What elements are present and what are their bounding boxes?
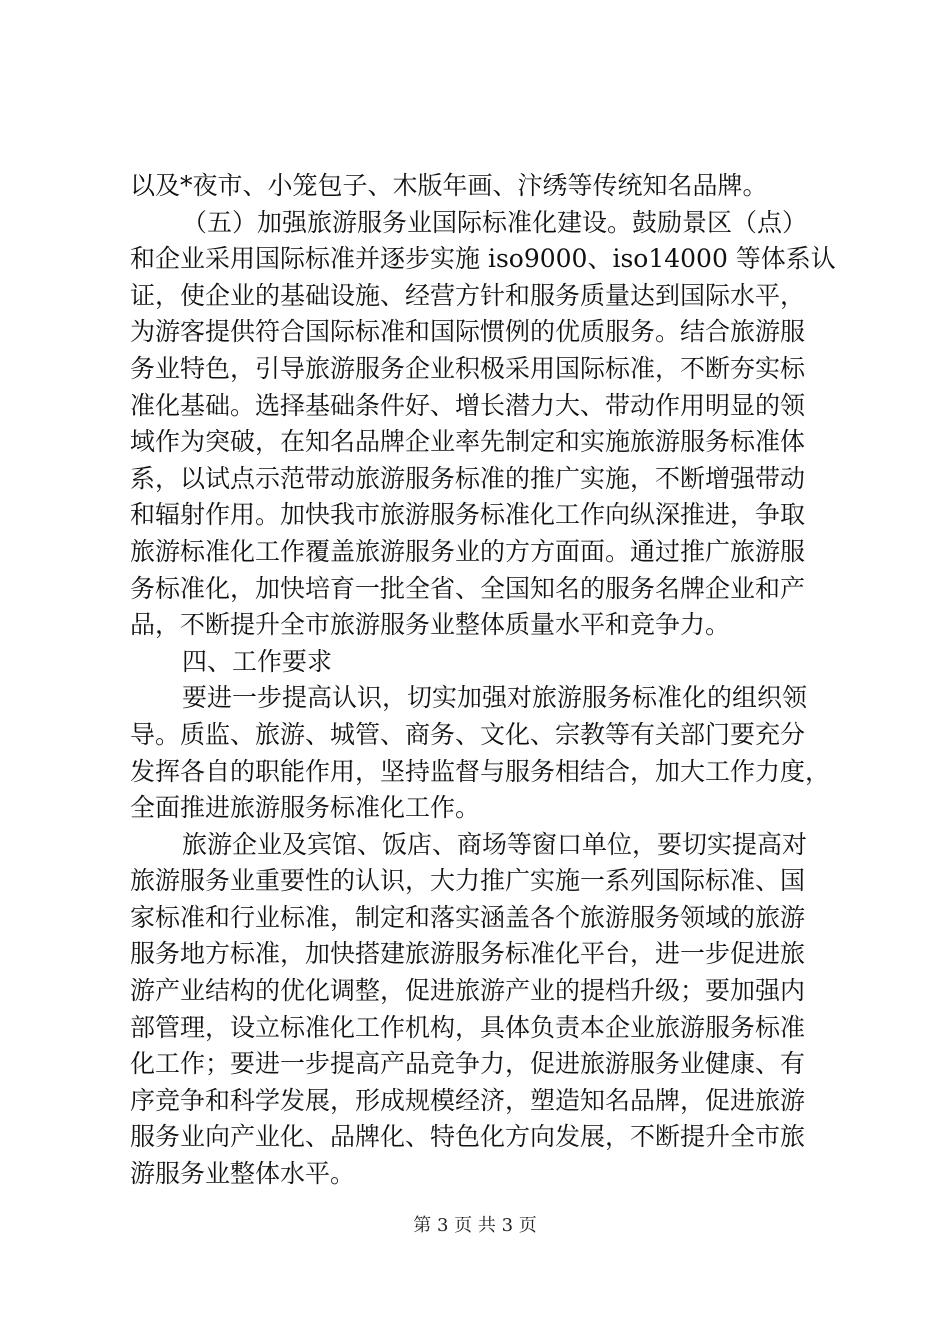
- text-line: 准化基础。选择基础条件好、增长潜力大、带动作用明显的领: [130, 390, 806, 420]
- document-body: [130, 168, 836, 1193]
- text-line: 品，不断提升全市旅游服务业整体质量水平和竞争力。: [130, 610, 731, 640]
- text-line: 要进一步提高认识，切实加强对旅游服务标准化的组织领: [182, 683, 808, 713]
- text-line: 服务业向产业化、品牌化、特色化方向发展，不断提升全市旅: [130, 1122, 806, 1152]
- text-line: 为游客提供符合国际标准和国际惯例的优质服务。结合旅游服: [130, 317, 806, 347]
- text-line: 发挥各自的职能作用，坚持监督与服务相结合，加大工作力度，: [130, 756, 831, 786]
- text-line: 序竞争和科学发展，形成规模经济，塑造知名品牌，促进旅游: [130, 1085, 806, 1115]
- text-line: 旅游企业及宾馆、饭店、商场等窗口单位，要切实提高对: [182, 829, 808, 859]
- text-line-section-heading: （五）加强旅游服务业国际标准化建设。鼓励景区（点）: [182, 207, 808, 237]
- text-line: 务标准化，加快培育一批全省、全国知名的服务名牌企业和产: [130, 573, 806, 603]
- text-line: 游服务业整体水平。: [130, 1159, 356, 1189]
- text-line: 域作为突破，在知名品牌企业率先制定和实施旅游服务标准体: [130, 427, 806, 457]
- text-line: 导。质监、旅游、城管、商务、文化、宗教等有关部门要充分: [130, 719, 806, 749]
- text-line: 系，以试点示范带动旅游服务标准的推广实施，不断增强带动: [130, 463, 806, 493]
- text-line: 化工作；要进一步提高产品竞争力，促进旅游服务业健康、有: [130, 1049, 806, 1079]
- text-line: 证，使企业的基础设施、经营方针和服务质量达到国际水平，: [130, 280, 806, 310]
- section-heading: 四、工作要求: [182, 646, 333, 676]
- text-line: 和企业采用国际标准并逐步实施 iso9000、iso14000 等体系认: [130, 244, 836, 274]
- text-line: 全面推进旅游服务标准化工作。: [130, 793, 481, 823]
- text-line: 以及*夜市、小笼包子、木版年画、汴绣等传统知名品牌。: [130, 171, 768, 200]
- text-line: 务业特色，引导旅游服务企业积极采用国际标准，不断夯实标: [130, 353, 806, 383]
- text-line: 旅游服务业重要性的认识，大力推广实施一系列国际标准、国: [130, 866, 806, 896]
- page-number-footer: 第 3 页 共 3 页: [413, 1215, 537, 1236]
- text-line: 服务地方标准，加快搭建旅游服务标准化平台，进一步促进旅: [130, 939, 806, 969]
- text-line: 家标准和行业标准，制定和落实涵盖各个旅游服务领域的旅游: [130, 902, 806, 932]
- text-line: 部管理，设立标准化工作机构，具体负责本企业旅游服务标准: [130, 1012, 806, 1042]
- text-line: 游产业结构的优化调整，促进旅游产业的提档升级；要加强内: [130, 976, 806, 1006]
- text-line: 旅游标准化工作覆盖旅游服务业的方方面面。通过推广旅游服: [130, 536, 806, 566]
- text-line: 和辐射作用。加快我市旅游服务标准化工作向纵深推进，争取: [130, 500, 806, 530]
